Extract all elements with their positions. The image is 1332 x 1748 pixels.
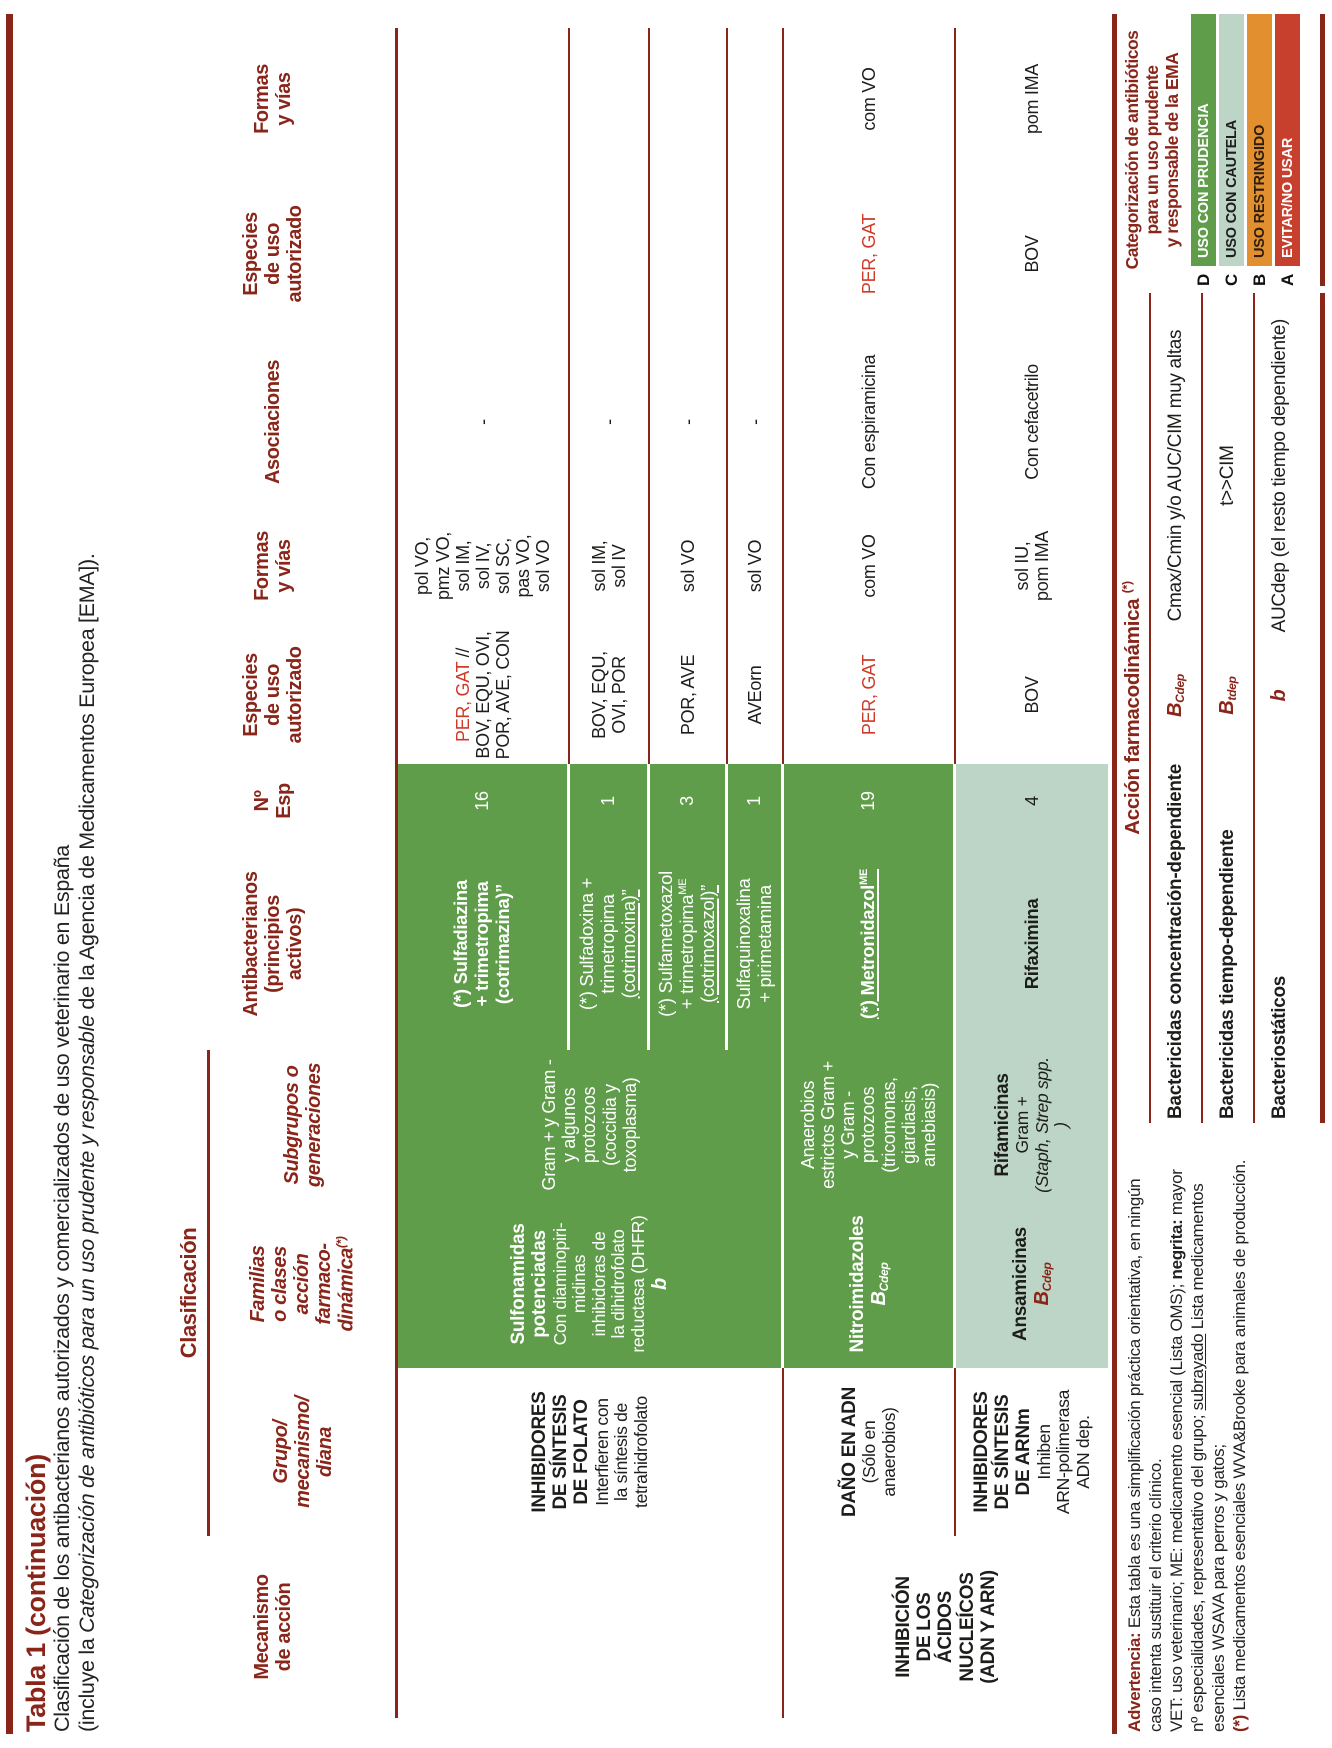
cell-formas-2: com VO — [784, 28, 956, 170]
ema-categorization-legend — [1118, 14, 1325, 286]
pd-sym-sub: tdep — [1225, 676, 1240, 701]
table-label: Tabla 1 (continuación) — [21, 1454, 51, 1732]
cell-n-esp: 19 — [784, 764, 956, 838]
cell-n-esp: 16 — [398, 764, 570, 838]
pd-title-text: Acción farmacodinámica — [1120, 598, 1144, 835]
title-line2-post: de la Agencia de Medicamentos Europea [EMA]). — [75, 553, 100, 1016]
title-line2-pre: (incluye la — [75, 1632, 100, 1732]
ema-bar-label: USO RESTRINGIDO — [1247, 14, 1272, 266]
title-line2-italic: Categorización de antibióticos para un uso prudente y responsable — [75, 1015, 100, 1633]
header-formas: Formas y vías — [150, 506, 398, 626]
advertencia-label: Advertencia: — [1125, 1632, 1144, 1732]
cell-formas: sol VO — [728, 506, 784, 626]
pd-legend-title — [1118, 293, 1149, 1123]
pd-symbol — [1216, 658, 1239, 733]
familia-nitro-symbol-sub: Cdep — [876, 1262, 891, 1292]
ab-line: trimetropima — [597, 894, 619, 994]
grupo-folato-sub: Interfieren con la síntesis de tetrahidrofolato — [591, 1396, 651, 1508]
cell-especies: AVEorn — [728, 626, 784, 764]
especies-list: BOV, EQU, OVI, POR, AVE, CON — [472, 630, 514, 760]
pd-title-sup: (*) — [1120, 581, 1134, 594]
cell-especies-2 — [570, 170, 650, 338]
advertencia-line1 — [1124, 1137, 1145, 1732]
cell-formas-2 — [398, 28, 570, 170]
cell-formas-2 — [570, 28, 650, 170]
familia-nitro-symbol: B — [867, 1291, 890, 1306]
advertencia-line3-bold: negrita: — [1167, 1219, 1187, 1280]
ab-line: Sulfaquinoxalina — [732, 878, 754, 1010]
advertencia-line3-post: mayor — [1167, 1169, 1187, 1220]
ema-bar-label: USO CON PRUDENCIA — [1191, 14, 1216, 266]
cell-asociacion: Con cefacetrilo — [1021, 364, 1042, 480]
pd-label: Bactericidas concentración-dependiente — [1164, 764, 1186, 1119]
pd-label: Bactericidas tiempo-dependiente — [1216, 829, 1238, 1119]
grupo-folato-title: INHIBIDORES DE SÍNTESIS DE FOLATO — [528, 1391, 593, 1513]
cell-formas-2 — [650, 28, 728, 170]
advertencia-line6 — [1229, 1137, 1250, 1732]
ema-category-d — [1191, 14, 1216, 286]
pd-sym-base: B — [1216, 700, 1239, 715]
ab-line: (cotrimazina)” — [491, 883, 513, 1005]
ab-sup: ME — [677, 878, 690, 895]
cell-especies: POR, AVE — [650, 626, 728, 764]
ema-category-c — [1219, 14, 1244, 286]
cell-especies-2: PER, GAT — [784, 170, 956, 338]
cell-ab-rifaximina: Rifaximina — [956, 838, 1108, 1050]
cell-formas: pol VO, pmz VO, sol IM, sol IV, sol SC, pas VO, sol VO — [398, 506, 570, 626]
cell-familia-ansamicinas — [956, 1200, 1108, 1368]
cell-ab-sulfaquinoxalina — [728, 838, 784, 1050]
ab-line: (*) Sulfadoxina + — [576, 877, 598, 1011]
grupo-dano-title: DAÑO EN ADN — [838, 1386, 860, 1518]
cell-n-esp: 3 — [650, 764, 728, 838]
cell-especies-2 — [728, 170, 784, 338]
table-bottom-rule — [1112, 14, 1117, 1734]
familia-nitro-title: Nitroimidazoles — [846, 1215, 868, 1353]
ema-category-b — [1247, 14, 1272, 286]
cell-especies-2 — [398, 170, 570, 338]
cell-formas-2 — [728, 28, 784, 170]
especies-red: PER, GAT — [452, 662, 473, 743]
familia-sulfonamidas-title: Sulfonamidas potenciadas — [508, 1223, 551, 1345]
ab-line: + trimetropima — [471, 881, 493, 1007]
header-subgrupos: Subgrupos o generaciones — [210, 1050, 398, 1200]
cell-especies-2: BOV — [1021, 235, 1042, 273]
cell-n-esp: 4 — [956, 764, 1108, 838]
advertencia-line3 — [1166, 1137, 1187, 1732]
header-asociaciones: Asociaciones — [150, 338, 398, 506]
antibiotics-table — [150, 28, 1108, 1718]
header-familias-sup: (*) — [334, 1236, 349, 1248]
advertencia-line5: esenciales WSAVA para perros y gatos; — [1209, 1444, 1229, 1732]
subgrupo-rifa-l3: (Staph, Strep spp. ) — [1031, 1057, 1072, 1193]
advertencia-line6-label: (*) — [1230, 1714, 1250, 1732]
header-n-esp: Nº Esp — [150, 764, 398, 838]
pd-sym-base: b — [1268, 689, 1291, 702]
ab-line: (*) Metronidazol — [857, 885, 879, 1019]
pd-label: Bacteriostáticos — [1268, 975, 1290, 1119]
pd-row-bactericidas-cdep — [1149, 293, 1201, 1123]
cell-subgrupo-sulfonamidas: Gram + y Gram - y algunos protozoos (coccidia y toxoplasma) — [398, 1050, 784, 1200]
advertencia-line4-pre: nº especialidades, representativo del grupo; — [1188, 1410, 1208, 1732]
advertencia-line4 — [1187, 1137, 1208, 1732]
table-title-line2 — [75, 22, 100, 1732]
cell-asociacion: Con espiramicina — [784, 338, 956, 506]
ab-line-underlined: (cotrimoxina)” — [617, 889, 639, 999]
pd-row-bactericidas-tdep — [1201, 293, 1253, 1123]
cell-subgrupo-anaerobios: Anaerobios estrictos Gram + y Gram - protozoos (tricomonas, giardiasis, amebiasis) — [784, 1050, 956, 1200]
header-familias-last: dinámica — [335, 1247, 358, 1332]
familia-ansa-title: Ansamicinas — [1010, 1227, 1032, 1341]
ema-letter: D — [1193, 274, 1213, 286]
header-mecanismo: Mecanismo de acción — [150, 1536, 398, 1718]
familia-sulfonamidas-sub: Con diaminopiri- midinas inhibidoras de la dihidrofolato reductasa (DHFR) — [549, 1215, 648, 1353]
cell-ab-sulfametoxazol — [650, 838, 728, 1050]
header-clasificacion: Clasificación — [150, 1050, 210, 1536]
cell-ab-sulfadoxina — [570, 838, 650, 1050]
mecanismo-inhibicion-text: INHIBICIÓN DE LOS ÁCIDOS NUCLEÍCOS (ADN Y ARN) — [892, 1570, 999, 1684]
ema-letter: B — [1249, 274, 1269, 286]
header-antibacterianos: Antibacterianos (principios activos) — [150, 838, 398, 1050]
header-grupo: Grupo/ mecanismo/ diana — [210, 1368, 398, 1536]
ab-line: (*) Sulfametoxazol — [655, 871, 677, 1017]
cell-familia-sulfonamidas — [398, 1200, 784, 1368]
header-familias-lines: Familias o clases acción farmaco- — [247, 1243, 336, 1325]
header-formas-2: Formas y vías — [150, 28, 398, 170]
cell-asociacion: - — [728, 338, 784, 506]
cell-asociacion: - — [570, 338, 650, 506]
cell-especies-2 — [650, 170, 728, 338]
pd-sym-sub: Cdep — [1173, 674, 1188, 703]
pd-symbol — [1268, 658, 1291, 733]
advertencia-line4-post: Lista medicamentos — [1188, 1183, 1208, 1334]
cell-formas: com VO — [784, 506, 956, 626]
advertencia-line4-underline: subrayado — [1188, 1333, 1208, 1411]
ema-category-a — [1275, 14, 1300, 286]
grupo-arnm-sub: Inhiben ARN-polimerasa ADN dep. — [1033, 1389, 1093, 1515]
advertencia-line3-pre: VET: uso veterinario; ME: medicamento esencial (Lista OMS); — [1167, 1279, 1187, 1732]
cell-asociacion: - — [398, 338, 570, 506]
grupo-dano-sub: (Sólo en anaerobios) — [859, 1407, 899, 1497]
pd-desc: Cmax/Cmin y/o AUC/CIM muy altas — [1164, 329, 1186, 622]
cell-especies: BOV — [1021, 676, 1042, 714]
cell-formas: sol IM, sol IV — [570, 506, 650, 626]
cell-mecanismo-empty — [398, 1536, 784, 1718]
familia-sulfonamidas-symbol: b — [648, 1278, 671, 1290]
subgrupo-rifa-l2: Gram + — [1012, 1096, 1033, 1154]
grupo-arnm-title: INHIBIDORES DE SÍNTESIS DE ARNm — [970, 1391, 1035, 1513]
cell-grupo-arnm — [956, 1368, 1108, 1536]
cell-n-esp: 1 — [728, 764, 784, 838]
ema-bar-label: USO CON CAUTELA — [1219, 14, 1244, 266]
cell-n-esp: 1 — [570, 764, 650, 838]
especies-sep: // — [452, 647, 473, 663]
cell-especies — [398, 626, 570, 764]
cell-grupo-folato — [398, 1368, 784, 1536]
cell-formas: sol IU, pom IMA — [1011, 531, 1052, 601]
table-title-line1: Clasificación de los antibacterianos autorizados y comercializados de uso veterinario en España — [50, 845, 75, 1732]
pd-sym-base: B — [1164, 702, 1187, 718]
title-block — [22, 22, 100, 1732]
top-accent-bar — [6, 14, 13, 1734]
ab-line-underlined: (cotrimoxazol)” — [696, 885, 718, 1003]
cell-subgrupo-rifamicinas — [956, 1050, 1108, 1200]
cell-mecanismo-inhibicion — [784, 1536, 1108, 1718]
pd-row-bacteriostaticos — [1253, 293, 1305, 1123]
cell-grupo-dano-adn — [784, 1368, 956, 1536]
header-especies-2: Especies de uso autorizado — [150, 170, 398, 338]
ema-letter: C — [1221, 274, 1241, 286]
cell-especies: PER, GAT — [784, 626, 956, 764]
cell-familia-nitroimidazoles — [784, 1200, 956, 1368]
advertencia-line2: caso intenta sustituir el criterio clínico. — [1146, 1458, 1166, 1732]
familia-ansa-symbol-sub: Cdep — [1040, 1262, 1055, 1292]
ema-letter: A — [1277, 274, 1297, 286]
advertencia-line6-rest: Lista medicamentos esenciales WVA&Brooke para animales de producción. — [1230, 1159, 1250, 1715]
subgrupo-rifa-title: Rifamicinas — [991, 1073, 1013, 1177]
ab-line: + pirimetamina — [753, 885, 775, 1003]
cell-ab-metronidazol — [784, 838, 956, 1050]
pd-desc: AUCdep (el resto tiempo dependiente) — [1268, 318, 1290, 633]
ab-line: (*) Sulfadiazina — [450, 880, 472, 1008]
advertencia-note — [1124, 1137, 1250, 1732]
familia-ansa-symbol: B — [1031, 1291, 1054, 1306]
cell-asociacion: - — [650, 338, 728, 506]
advertencia-rest1: Esta tabla es una simplificación práctica orientativa, en ningún — [1125, 1178, 1144, 1633]
pd-desc: t>>CIM — [1216, 445, 1238, 506]
cell-formas-2: pom IMA — [1021, 64, 1042, 134]
cell-formas: sol VO — [650, 506, 728, 626]
cell-ab-sulfadiazina — [398, 838, 570, 1050]
ema-legend-title: Categorización de antibióticos para un uso prudente y responsable de la EMA — [1122, 30, 1183, 270]
cell-especies: BOV, EQU, OVI, POR — [570, 626, 650, 764]
header-especies: Especies de uso autorizado — [150, 626, 398, 764]
ab-sup: ME — [858, 868, 871, 886]
header-familias — [210, 1200, 398, 1368]
pharmacodynamic-legend — [1118, 293, 1325, 1123]
ema-bar-label: EVITAR/NO USAR — [1275, 14, 1300, 266]
pd-symbol — [1164, 658, 1187, 733]
ab-line: + trimetropima — [676, 894, 698, 1010]
